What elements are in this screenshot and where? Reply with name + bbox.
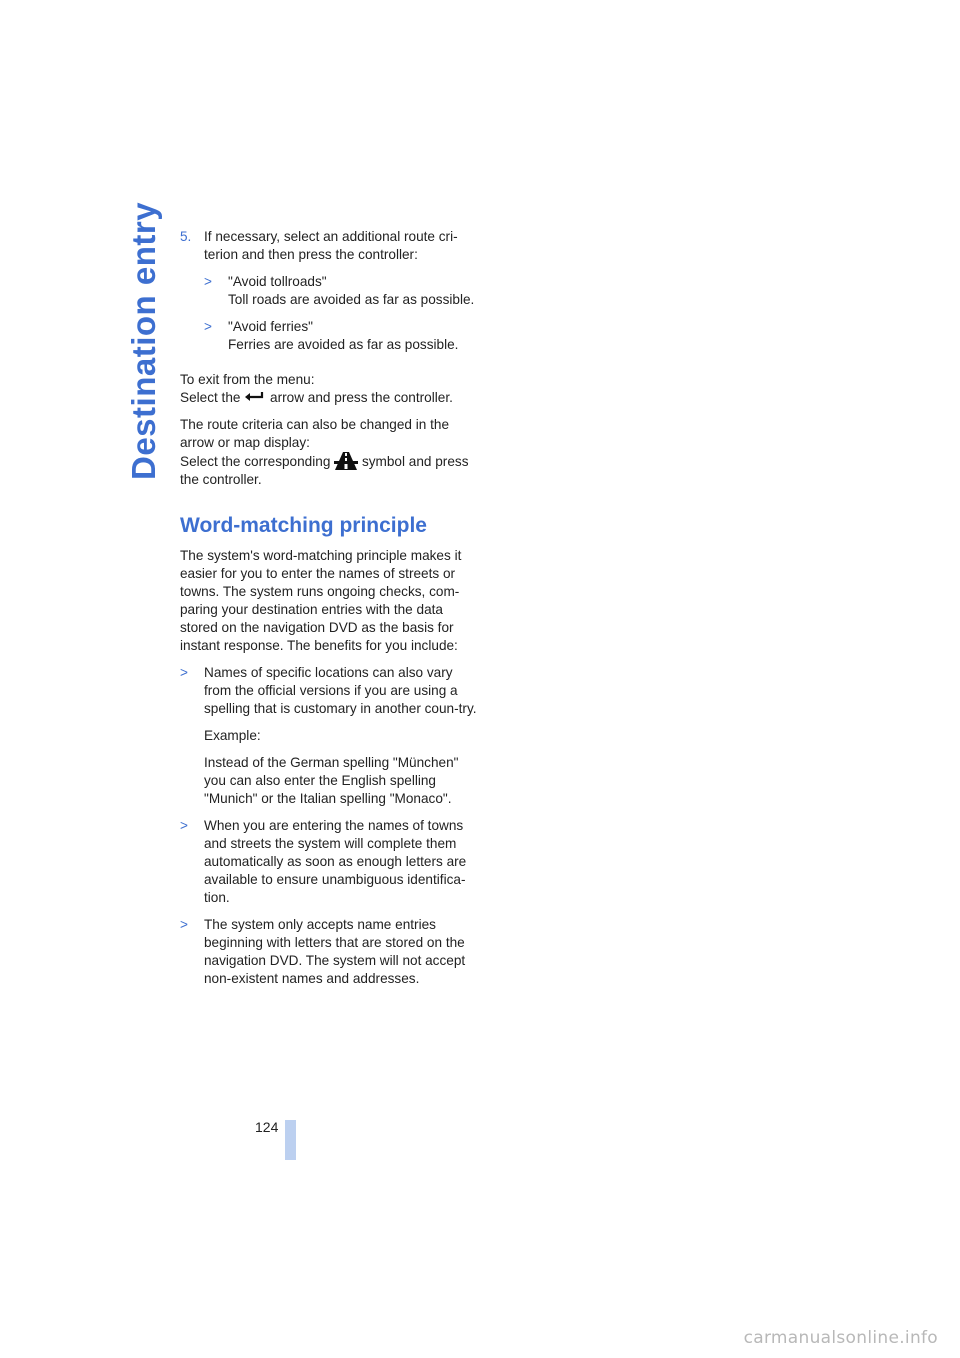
bullet-marker: > xyxy=(204,274,212,289)
benefit-item-valid-entries xyxy=(180,916,480,988)
watermark: carmanualsonline.info xyxy=(743,1328,938,1348)
bullet-marker: > xyxy=(180,665,188,680)
section-intro: The system's word-matching principle makes it easier for you to enter the names of streets or towns. The system runs ongoing checks, com-paring your destination entries with the data stored on the navigation DVD as the basis for instant response. The benefits for you include: xyxy=(180,548,462,653)
option-label: "Avoid tollroads" xyxy=(228,274,327,289)
exit-instructions xyxy=(180,371,480,407)
example-label: Example: xyxy=(204,728,261,743)
page-marker-bar xyxy=(285,1120,296,1160)
step-5 xyxy=(180,228,480,363)
exit-line2-pre: Select the xyxy=(180,390,241,405)
option-description: Toll roads are avoided as far as possible. xyxy=(228,292,475,307)
benefit-text: The system only accepts name entries beginning with letters that are stored on the navigation DVD. The system will not accept non-existent names and addresses. xyxy=(204,917,466,986)
benefit-item-autocomplete xyxy=(180,817,480,907)
page-content xyxy=(180,228,480,997)
section-heading: Word-matching principle xyxy=(180,514,427,537)
route-change-line1: The route criteria can also be changed in the arrow or map display: xyxy=(180,417,450,450)
benefit-text: Names of specific locations can also vary from the official versions if you are using a spelling that is customary in another coun-try. xyxy=(204,665,477,716)
exit-line1: To exit from the menu: xyxy=(180,372,315,387)
bullet-marker: > xyxy=(204,319,212,334)
back-arrow-icon xyxy=(244,390,266,404)
option-label: "Avoid ferries" xyxy=(228,319,313,334)
step-number: 5. xyxy=(180,229,192,244)
example-text: Instead of the German spelling "München" you can also enter the English spelling "Munich" or the Italian spelling "Monaco". xyxy=(204,755,459,806)
route-criteria-icon xyxy=(334,452,358,470)
route-change-line2-post: symbol and press the controller. xyxy=(180,454,469,487)
exit-line2-post: arrow and press the controller. xyxy=(270,390,453,405)
option-description: Ferries are avoided as far as possible. xyxy=(228,337,459,352)
page-number: 124 xyxy=(255,1119,279,1135)
route-change-line2-pre: Select the corresponding xyxy=(180,454,331,469)
benefit-text: When you are entering the names of towns and streets the system will complete them automatically as soon as enough letters are available to ensure unambiguous identifica-tion. xyxy=(204,818,467,905)
bullet-marker: > xyxy=(180,917,188,932)
option-avoid-tollroads xyxy=(204,273,480,309)
option-avoid-ferries xyxy=(204,318,480,354)
step-text: If necessary, select an additional route cri-terion and then press the controller: xyxy=(204,229,458,262)
benefit-item-spelling xyxy=(180,664,480,808)
route-change-instructions xyxy=(180,416,480,489)
section-side-title: Destination entry xyxy=(125,201,162,480)
bullet-marker: > xyxy=(180,818,188,833)
